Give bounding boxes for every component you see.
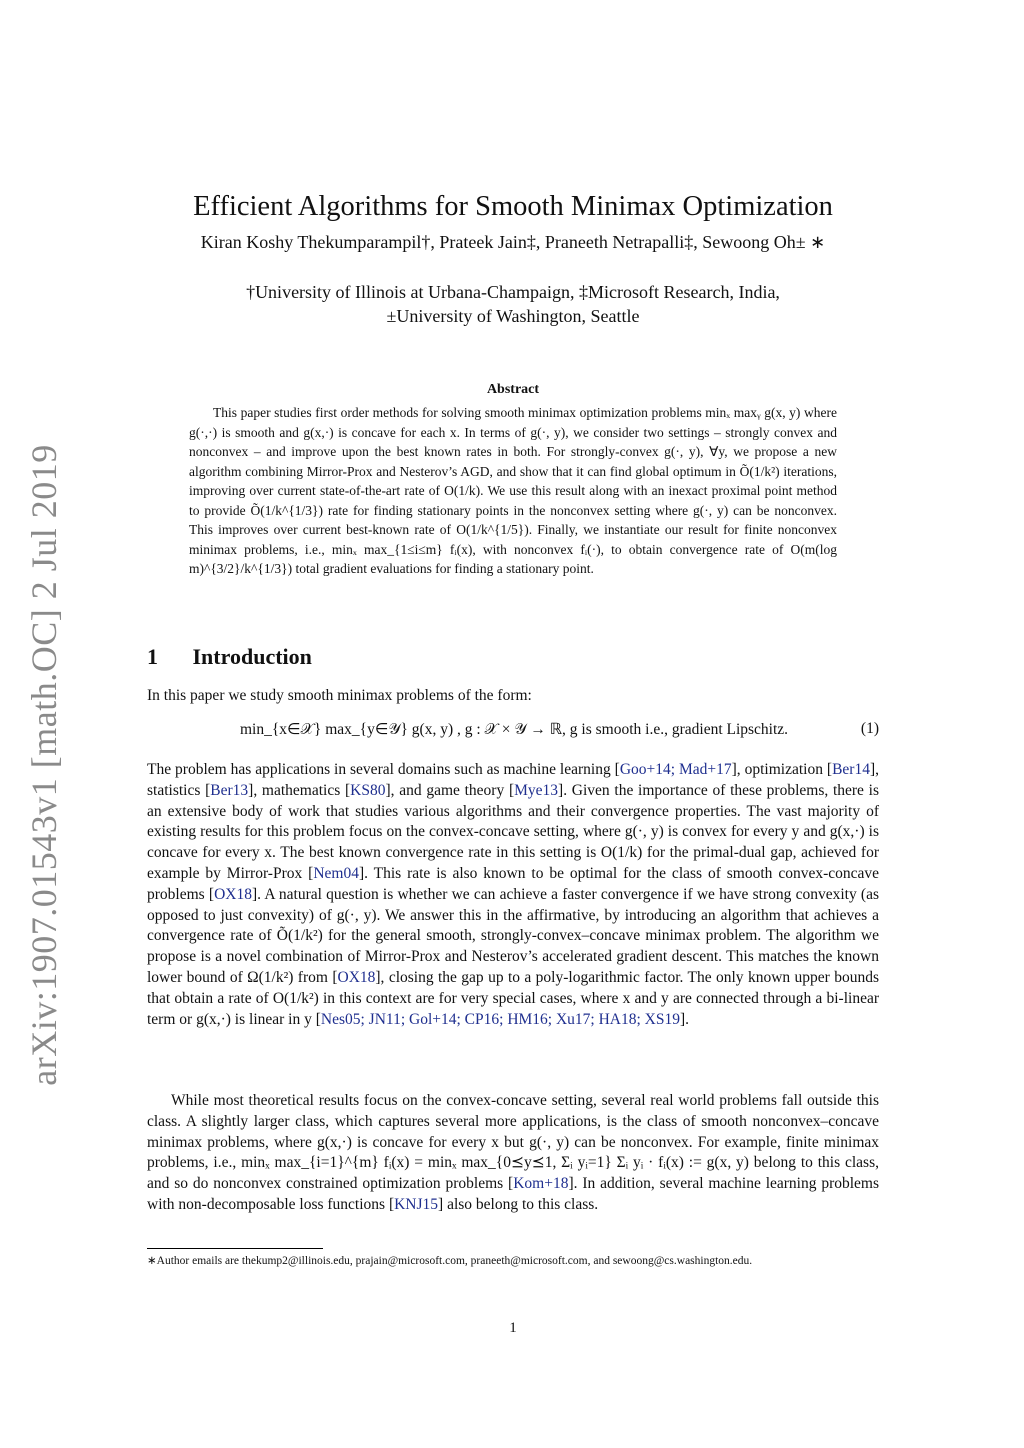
citation-link[interactable]: Goo+14; Mad+17 (619, 761, 732, 778)
abstract-heading: Abstract (486, 382, 540, 397)
intro-paragraph-3 (147, 1091, 879, 1216)
citation-link[interactable]: Nem04 (313, 864, 359, 882)
affiliations (147, 280, 879, 328)
section-heading (147, 644, 312, 670)
page-number: 1 (509, 1320, 517, 1336)
affiliation-line: †University of Illinois at Urbana-Champaign, ‡Microsoft Research, India, (246, 282, 780, 302)
abstract-text: This paper studies first order methods for solving smooth minimax optimization problems minₓ maxᵧ g(x, y) where g(·,·) is smooth and g(x,·) is concave for each x. In terms of g(·, y), we consider two settings – strongly convex and nonconvex – and improve upon the best known rates in both. For strongly-convex g(·, y), ∀y, we propose a new algorithm combining Mirror-Prox and Nesterov’s AGD, and show that it can find global optimum in Õ(1/k²) iterations, improving over current state-of-the-art rate of O(1/k). We use this result along with an inexact proximal point method to provide Õ(1/k^{1/3}) rate for finding stationary points in the nonconvex setting where g(·, y) can be nonconvex. This improves over current best-known rate of O(1/k^{1/5}). Finally, we instantiate our result for finite nonconvex minimax problems, i.e., minₓ max_{1≤i≤m} fᵢ(x), with nonconvex fᵢ(·), to obtain convergence rate of O(m(log m)^{3/2}/k^{1/3}) total gradient evaluations for finding a stationary point. (189, 405, 837, 576)
intro-paragraph-1: In this paper we study smooth minimax problems of the form: (147, 687, 532, 704)
text-run: ], and game theory [ (385, 781, 515, 799)
citation-link[interactable]: Mye13 (514, 781, 559, 799)
citation-link[interactable]: Ber14 (832, 761, 870, 778)
section-number: 1 (147, 644, 158, 669)
text-run: ], mathematics [ (248, 781, 351, 799)
citation-link[interactable]: OX18 (214, 885, 252, 903)
citation-link[interactable]: KNJ15 (394, 1195, 439, 1213)
citation-link[interactable]: KS80 (350, 781, 386, 799)
equation-body: min_{x∈𝒳} max_{y∈𝒴} g(x, y) , g : 𝒳 × 𝒴 → ℝ, g is smooth i.e., gradient Lipschitz. (240, 721, 789, 738)
section-title: Introduction (192, 644, 312, 669)
citation-link[interactable]: Nes05; JN11; Gol+14; CP16; HM16; Xu17; HA18; XS19 (320, 1010, 680, 1028)
arxiv-identifier (14, 444, 74, 1086)
arxiv-identifier-text: arXiv:1907.01543v1 [math.OC] 2 Jul 2019 (24, 444, 64, 1086)
text-run: ]. This rate is also known to be optimal for the class of smooth convex-concave problems [ (147, 864, 880, 903)
text-run: ]. Given the importance of these problems, there is an extensive body of work that studies various algorithms and their convergence properties. The vast majority of existing results for this problem focus on the convex-concave setting, where g(·, y) is convex for every y and g(x,·) is concave for every x. The best known convergence rate in this setting is O(1/k) for the primal-dual gap, achieved for example by Mirror-Prox [ (147, 781, 879, 882)
text-run: ]. (680, 1010, 690, 1028)
text-run: ] also belong to this class. (438, 1195, 599, 1213)
text-run: While most theoretical results focus on the convex-concave setting, several real world problems fall outside this class. A slightly larger class, which captures several more applications, is the class of smooth nonconvex–concave minimax problems, where g(x,·) is concave for every x but g(·, y) can be nonconvex. For example, finite minimax problems, i.e., minₓ max_{i=1}^{m} fᵢ(x) = minₓ max_{0⪯y⪯1, Σᵢ yᵢ=1} Σᵢ yᵢ · fᵢ(x) := g(x, y) belong to this class, and so do nonconvex constrained optimization problems [ (147, 1092, 879, 1193)
author-list: Kiran Koshy Thekumparampil†, Prateek Jain‡, Praneeth Netrapalli‡, Sewoong Oh± ∗ (200, 232, 826, 252)
equation-1 (147, 716, 879, 756)
text-run: ]. In addition, several machine learning problems with non-decomposable loss functions [ (147, 1175, 880, 1213)
text-run: ], optimization [ (731, 761, 833, 778)
footnote-divider (147, 1248, 323, 1249)
footnote-author-emails: ∗Author emails are thekump2@illinois.edu, prajain@microsoft.com, praneeth@microsoft.com, and sewoong@cs.washington.edu. (147, 1255, 753, 1267)
citation-link[interactable]: Ber13 (210, 781, 249, 799)
affiliation-line: ±University of Washington, Seattle (386, 306, 640, 326)
text-run: ]. A natural question is whether we can achieve a faster convergence if we have strong convexity (as opposed to just convexity) of g(·, y). We answer this in the affirmative, by introducing an algorithm that achieves a convergence rate of Õ(1/k²) for the general smooth, strongly-convex–concave minimax problem. The algorithm we propose is a novel combination of Mirror-Prox and Nesterov’s accelerated gradient descent. This matches the known lower bound of Ω(1/k²) from [ (147, 885, 879, 986)
citation-link[interactable]: OX18 (337, 968, 376, 986)
text-run: ], statistics [ (147, 761, 879, 799)
text-run: The problem has applications in several domains such as machine learning [ (147, 761, 620, 778)
intro-paragraph-2 (147, 760, 879, 1030)
paper-title: Efficient Algorithms for Smooth Minimax Optimization (193, 191, 833, 223)
equation-number: (1) (860, 720, 879, 737)
text-run: ], closing the gap up to a poly-logarithmic factor. The only known upper bounds that obtain a rate of O(1/k²) in this context are for very special cases, where x and y are connected through a bi-linear term or g(x,·) is linear in y [ (147, 968, 879, 1028)
citation-link[interactable]: Kom+18 (513, 1175, 569, 1193)
